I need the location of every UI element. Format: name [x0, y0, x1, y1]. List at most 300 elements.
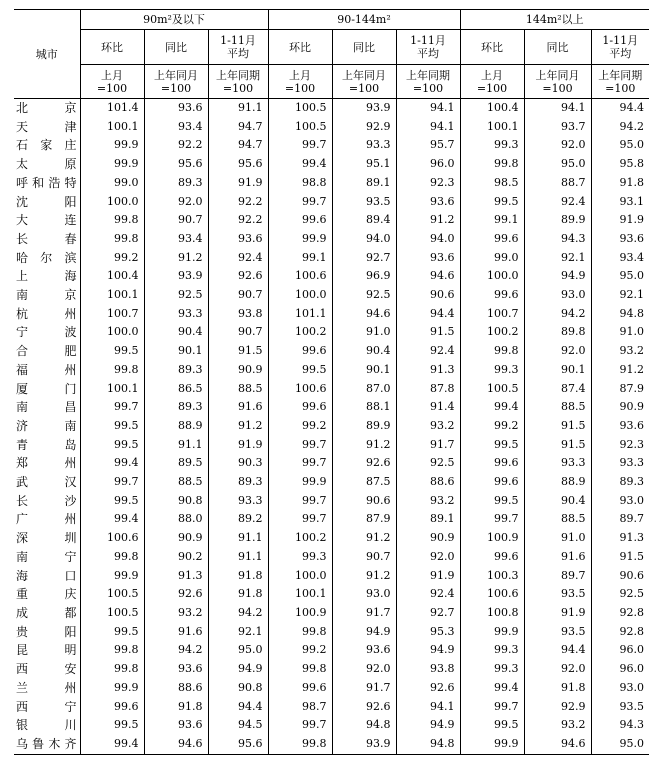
value-cell: 100.1 — [80, 380, 144, 399]
table-row — [14, 585, 649, 604]
value-cell: 92.8 — [619, 624, 644, 638]
value-cell: 93.9 — [332, 99, 396, 118]
value-cell: 93.1 — [619, 194, 644, 208]
value-cell: 90.6 — [396, 286, 460, 305]
value-cell: 90.1 — [144, 342, 208, 361]
value-cell: 90.7 — [332, 548, 396, 567]
value-cell: 92.7 — [396, 604, 460, 623]
sub-header-cell — [208, 30, 268, 65]
value-cell: 99.4 — [460, 679, 524, 698]
value-cell: 99.6 — [80, 698, 144, 717]
sub-header-line1: 1-11月 — [410, 34, 446, 47]
value-cell: 91.3 — [396, 361, 460, 380]
value-cell: 93.0 — [332, 585, 396, 604]
value-cell: 99.6 — [460, 454, 524, 473]
value-cell: 100.3 — [460, 567, 524, 586]
value-cell: 92.5 — [619, 587, 644, 601]
value-cell: 88.9 — [144, 417, 208, 436]
value-cell: 100.6 — [80, 529, 144, 548]
value-cell: 93.4 — [144, 230, 208, 249]
value-cell: 94.2 — [619, 119, 644, 133]
value-cell: 99.8 — [460, 342, 524, 361]
city-name-cell: 福州 — [14, 361, 80, 380]
value-cell: 92.0 — [332, 660, 396, 679]
base-header-cell — [396, 65, 460, 99]
value-cell: 86.5 — [144, 380, 208, 399]
value-cell: 87.5 — [332, 473, 396, 492]
base-header-line2: =100 — [542, 81, 573, 95]
value-cell: 95.6 — [208, 735, 268, 754]
price-index-table-wrapper — [14, 9, 649, 755]
value-cell: 92.8 — [619, 605, 644, 619]
value-cell: 99.5 — [80, 492, 144, 511]
value-cell: 94.9 — [396, 641, 460, 660]
city-name-cell: 郑州 — [14, 454, 80, 473]
value-cell: 99.1 — [268, 249, 332, 268]
city-column-header: 城市 — [14, 10, 80, 99]
value-cell: 98.8 — [268, 174, 332, 193]
value-cell: 101.4 — [80, 99, 144, 118]
value-cell: 99.6 — [268, 211, 332, 230]
value-cell: 100.9 — [460, 529, 524, 548]
value-cell: 91.4 — [396, 398, 460, 417]
base-header-cell — [460, 65, 524, 99]
value-cell: 99.5 — [80, 417, 144, 436]
value-cell: 94.8 — [619, 306, 644, 320]
value-cell: 88.7 — [524, 174, 591, 193]
city-name-cell: 合肥 — [14, 342, 80, 361]
table-body — [14, 99, 649, 755]
value-cell: 89.9 — [332, 417, 396, 436]
value-cell: 99.1 — [460, 211, 524, 230]
value-cell: 91.8 — [144, 698, 208, 717]
table-row — [14, 417, 649, 436]
value-cell: 95.7 — [396, 136, 460, 155]
value-cell: 94.9 — [332, 623, 396, 642]
table-row — [14, 211, 649, 230]
value-cell: 93.2 — [619, 344, 644, 358]
value-cell: 94.1 — [396, 118, 460, 137]
city-name-cell: 贵阳 — [14, 623, 80, 642]
base-header-line1: 上月 — [101, 68, 123, 82]
city-name-cell: 沈阳 — [14, 193, 80, 212]
sub-header-cell — [460, 30, 524, 65]
table-row — [14, 361, 649, 380]
base-header-line2: =100 — [284, 81, 316, 95]
sub-header-cell — [396, 30, 460, 65]
city-name-cell: 呼和浩特 — [14, 174, 80, 193]
city-name-cell: 银川 — [14, 716, 80, 735]
value-cell: 92.4 — [524, 193, 591, 212]
table-row — [14, 510, 649, 529]
value-cell: 91.6 — [208, 398, 268, 417]
value-cell: 92.9 — [524, 698, 591, 717]
city-name-cell: 天津 — [14, 118, 80, 137]
value-cell: 87.8 — [396, 380, 460, 399]
value-cell: 91.5 — [524, 436, 591, 455]
value-cell: 93.3 — [619, 456, 644, 470]
table-row — [14, 136, 649, 155]
city-name-cell: 长沙 — [14, 492, 80, 511]
table-row — [14, 342, 649, 361]
value-cell: 99.7 — [268, 510, 332, 529]
value-cell: 95.3 — [396, 623, 460, 642]
base-header-line1: 上年同期 — [598, 68, 643, 82]
value-cell: 89.5 — [144, 454, 208, 473]
value-cell: 87.0 — [332, 380, 396, 399]
table-row — [14, 305, 649, 324]
value-cell: 93.5 — [619, 699, 644, 713]
table-row — [14, 623, 649, 642]
value-cell: 92.2 — [208, 211, 268, 230]
table-row — [14, 230, 649, 249]
value-cell: 90.2 — [144, 548, 208, 567]
value-cell: 87.9 — [332, 510, 396, 529]
value-cell: 100.5 — [80, 604, 144, 623]
value-cell: 91.1 — [208, 529, 268, 548]
value-cell: 99.6 — [460, 548, 524, 567]
base-header-line1: 上年同月 — [342, 68, 386, 82]
value-cell: 91.7 — [332, 679, 396, 698]
group-header-90-below: 90m²及以下 — [80, 10, 268, 30]
value-cell: 100.5 — [268, 99, 332, 118]
value-cell: 100.4 — [460, 99, 524, 118]
value-cell: 89.3 — [144, 174, 208, 193]
sub-header-line2: 平均 — [227, 47, 249, 60]
value-cell: 99.7 — [268, 454, 332, 473]
value-cell: 100.1 — [80, 286, 144, 305]
base-header-cell — [208, 65, 268, 99]
city-name-cell: 南昌 — [14, 398, 80, 417]
value-cell: 99.3 — [460, 136, 524, 155]
value-cell: 92.3 — [619, 437, 644, 451]
city-name-cell: 西安 — [14, 660, 80, 679]
sub-header-line1: 同比 — [546, 40, 569, 54]
value-cell: 91.5 — [524, 417, 591, 436]
city-name-cell: 杭州 — [14, 305, 80, 324]
value-cell: 99.5 — [460, 716, 524, 735]
value-cell: 95.0 — [524, 155, 591, 174]
table-row — [14, 118, 649, 137]
table-row — [14, 473, 649, 492]
city-name-cell: 长春 — [14, 230, 80, 249]
base-header-cell — [524, 65, 591, 99]
value-cell: 99.5 — [460, 193, 524, 212]
value-cell: 90.4 — [524, 492, 591, 511]
value-cell: 94.1 — [524, 99, 591, 118]
value-cell: 93.3 — [208, 492, 268, 511]
value-cell: 93.8 — [208, 305, 268, 324]
value-cell: 93.6 — [144, 716, 208, 735]
base-header-line2: =100 — [476, 81, 508, 95]
table-row — [14, 193, 649, 212]
base-header-row — [14, 65, 649, 99]
sub-header-line1: 环比 — [289, 40, 311, 54]
value-cell: 90.9 — [619, 400, 644, 414]
value-cell: 91.8 — [208, 567, 268, 586]
value-cell: 99.2 — [268, 417, 332, 436]
base-header-line2: =100 — [605, 81, 636, 95]
city-name-cell: 武汉 — [14, 473, 80, 492]
value-cell: 90.8 — [144, 492, 208, 511]
value-cell: 99.7 — [268, 716, 332, 735]
city-name-cell: 昆明 — [14, 641, 80, 660]
value-cell: 93.6 — [208, 230, 268, 249]
base-header-cell — [332, 65, 396, 99]
value-cell: 94.0 — [332, 230, 396, 249]
value-cell: 90.6 — [619, 568, 644, 582]
value-cell: 99.4 — [80, 510, 144, 529]
value-cell: 100.5 — [268, 118, 332, 137]
value-cell: 90.9 — [144, 529, 208, 548]
value-cell: 89.3 — [144, 361, 208, 380]
value-cell: 99.8 — [80, 361, 144, 380]
value-cell: 90.1 — [524, 361, 591, 380]
value-cell: 100.1 — [80, 118, 144, 137]
value-cell: 99.7 — [268, 136, 332, 155]
value-cell: 93.2 — [144, 604, 208, 623]
value-cell: 91.2 — [144, 249, 208, 268]
value-cell: 92.0 — [524, 136, 591, 155]
city-name-cell: 厦门 — [14, 380, 80, 399]
value-cell: 89.2 — [208, 510, 268, 529]
city-name-cell: 乌鲁木齐 — [14, 735, 80, 754]
value-cell: 91.8 — [524, 679, 591, 698]
sub-header-line1: 同比 — [353, 40, 375, 54]
value-cell: 94.1 — [396, 99, 460, 118]
city-name-cell: 哈尔滨 — [14, 249, 80, 268]
value-cell: 91.2 — [332, 529, 396, 548]
value-cell: 93.5 — [332, 193, 396, 212]
city-name-cell: 太原 — [14, 155, 80, 174]
value-cell: 88.6 — [144, 679, 208, 698]
value-cell: 91.2 — [332, 567, 396, 586]
value-cell: 91.2 — [396, 211, 460, 230]
value-cell: 89.3 — [208, 473, 268, 492]
value-cell: 100.0 — [80, 193, 144, 212]
value-cell: 96.0 — [619, 643, 644, 657]
table-row — [14, 436, 649, 455]
value-cell: 94.6 — [524, 735, 591, 754]
base-header-line1: 上年同期 — [216, 68, 260, 82]
value-cell: 89.3 — [619, 475, 644, 489]
value-cell: 93.0 — [524, 286, 591, 305]
city-name-cell: 兰州 — [14, 679, 80, 698]
table-row — [14, 698, 649, 717]
base-header-cell — [80, 65, 144, 99]
value-cell: 99.2 — [268, 641, 332, 660]
table-row — [14, 286, 649, 305]
value-cell: 92.6 — [332, 454, 396, 473]
table-row — [14, 155, 649, 174]
value-cell: 94.9 — [208, 660, 268, 679]
value-cell: 92.1 — [524, 249, 591, 268]
value-cell: 99.9 — [80, 679, 144, 698]
value-cell: 99.9 — [80, 136, 144, 155]
value-cell: 99.5 — [80, 342, 144, 361]
value-cell: 90.9 — [208, 361, 268, 380]
value-cell: 90.4 — [144, 323, 208, 342]
table-row — [14, 567, 649, 586]
value-cell: 93.5 — [524, 623, 591, 642]
value-cell: 94.4 — [619, 101, 644, 114]
value-cell: 92.6 — [396, 679, 460, 698]
value-cell: 87.9 — [619, 381, 644, 395]
value-cell: 100.1 — [460, 118, 524, 137]
value-cell: 99.5 — [268, 361, 332, 380]
base-header-line2: =100 — [412, 81, 444, 95]
value-cell: 93.2 — [396, 417, 460, 436]
value-cell: 94.4 — [208, 698, 268, 717]
value-cell: 100.4 — [80, 267, 144, 286]
city-name-cell: 青岛 — [14, 436, 80, 455]
table-row — [14, 380, 649, 399]
base-header-line2: =100 — [160, 81, 192, 95]
value-cell: 100.5 — [460, 380, 524, 399]
value-cell: 91.1 — [144, 436, 208, 455]
value-cell: 89.3 — [144, 398, 208, 417]
value-cell: 91.6 — [144, 623, 208, 642]
value-cell: 91.1 — [208, 548, 268, 567]
value-cell: 95.1 — [332, 155, 396, 174]
value-cell: 88.9 — [524, 473, 591, 492]
value-cell: 99.8 — [80, 230, 144, 249]
value-cell: 100.6 — [268, 267, 332, 286]
value-cell: 90.7 — [208, 323, 268, 342]
value-cell: 91.9 — [524, 604, 591, 623]
value-cell: 93.8 — [396, 660, 460, 679]
value-cell: 99.7 — [268, 492, 332, 511]
value-cell: 92.2 — [208, 193, 268, 212]
value-cell: 92.6 — [208, 267, 268, 286]
value-cell: 90.8 — [208, 679, 268, 698]
value-cell: 99.0 — [460, 249, 524, 268]
value-cell: 91.3 — [619, 531, 644, 545]
value-cell: 88.5 — [524, 398, 591, 417]
value-cell: 91.5 — [396, 323, 460, 342]
base-header-line2: =100 — [348, 81, 380, 95]
value-cell: 99.7 — [460, 510, 524, 529]
value-cell: 94.9 — [396, 716, 460, 735]
value-cell: 93.6 — [144, 660, 208, 679]
value-cell: 91.0 — [332, 323, 396, 342]
value-cell: 94.6 — [332, 305, 396, 324]
group-header-90-144: 90-144m² — [268, 10, 460, 30]
value-cell: 94.1 — [396, 698, 460, 717]
table-row — [14, 529, 649, 548]
sub-header-cell — [144, 30, 208, 65]
city-name-cell: 海口 — [14, 567, 80, 586]
value-cell: 99.9 — [80, 155, 144, 174]
base-header-cell — [268, 65, 332, 99]
value-cell: 99.8 — [80, 660, 144, 679]
value-cell: 92.6 — [144, 585, 208, 604]
value-cell: 99.4 — [268, 155, 332, 174]
value-cell: 94.6 — [144, 735, 208, 754]
value-cell: 100.0 — [80, 323, 144, 342]
base-header-line1: 上年同期 — [406, 68, 450, 82]
base-header-line2: =100 — [222, 81, 254, 95]
sub-header-cell — [80, 30, 144, 65]
city-name-cell: 上海 — [14, 267, 80, 286]
value-cell: 88.6 — [396, 473, 460, 492]
value-cell: 91.2 — [619, 362, 644, 376]
value-cell: 91.2 — [332, 436, 396, 455]
value-cell: 99.3 — [460, 361, 524, 380]
value-cell: 99.6 — [268, 342, 332, 361]
table-row — [14, 660, 649, 679]
value-cell: 99.7 — [268, 193, 332, 212]
value-cell: 93.7 — [524, 118, 591, 137]
value-cell: 93.0 — [619, 680, 644, 694]
value-cell: 99.6 — [460, 473, 524, 492]
value-cell: 92.5 — [396, 454, 460, 473]
value-cell: 91.7 — [332, 604, 396, 623]
value-cell: 96.9 — [332, 267, 396, 286]
sub-header-line1: 同比 — [165, 40, 187, 54]
value-cell: 99.6 — [460, 286, 524, 305]
value-cell: 92.0 — [144, 193, 208, 212]
value-cell: 92.0 — [396, 548, 460, 567]
value-cell: 100.5 — [80, 585, 144, 604]
value-cell: 100.2 — [460, 323, 524, 342]
value-cell: 94.4 — [524, 641, 591, 660]
sub-header-line1: 1-11月 — [220, 34, 256, 47]
value-cell: 99.6 — [268, 398, 332, 417]
value-cell: 91.2 — [208, 417, 268, 436]
table-row — [14, 454, 649, 473]
value-cell: 93.9 — [332, 735, 396, 754]
value-cell: 90.3 — [208, 454, 268, 473]
value-cell: 91.0 — [619, 325, 644, 339]
value-cell: 90.7 — [144, 211, 208, 230]
value-cell: 99.8 — [268, 735, 332, 754]
value-cell: 99.4 — [80, 735, 144, 754]
sub-header-line2: 平均 — [609, 47, 632, 60]
value-cell: 95.0 — [591, 735, 649, 754]
value-cell: 93.6 — [396, 249, 460, 268]
value-cell: 100.0 — [268, 286, 332, 305]
value-cell: 100.2 — [268, 323, 332, 342]
value-cell: 89.4 — [332, 211, 396, 230]
value-cell: 91.1 — [208, 99, 268, 118]
value-cell: 96.0 — [619, 662, 644, 676]
city-name-cell: 大连 — [14, 211, 80, 230]
value-cell: 98.5 — [460, 174, 524, 193]
value-cell: 88.5 — [144, 473, 208, 492]
value-cell: 91.9 — [208, 436, 268, 455]
value-cell: 94.2 — [524, 305, 591, 324]
value-cell: 100.7 — [460, 305, 524, 324]
base-header-line1: 上年同月 — [535, 68, 580, 82]
value-cell: 94.2 — [208, 604, 268, 623]
value-cell: 94.0 — [396, 230, 460, 249]
value-cell: 99.8 — [268, 660, 332, 679]
value-cell: 91.8 — [208, 585, 268, 604]
value-cell: 92.0 — [524, 660, 591, 679]
value-cell: 100.1 — [268, 585, 332, 604]
city-name-cell: 济南 — [14, 417, 80, 436]
value-cell: 92.0 — [524, 342, 591, 361]
value-cell: 99.7 — [80, 473, 144, 492]
value-cell: 92.6 — [332, 698, 396, 717]
value-cell: 95.6 — [208, 155, 268, 174]
value-cell: 93.6 — [619, 418, 644, 432]
value-cell: 88.0 — [144, 510, 208, 529]
table-row — [14, 735, 649, 754]
value-cell: 89.1 — [396, 510, 460, 529]
value-cell: 99.8 — [80, 548, 144, 567]
